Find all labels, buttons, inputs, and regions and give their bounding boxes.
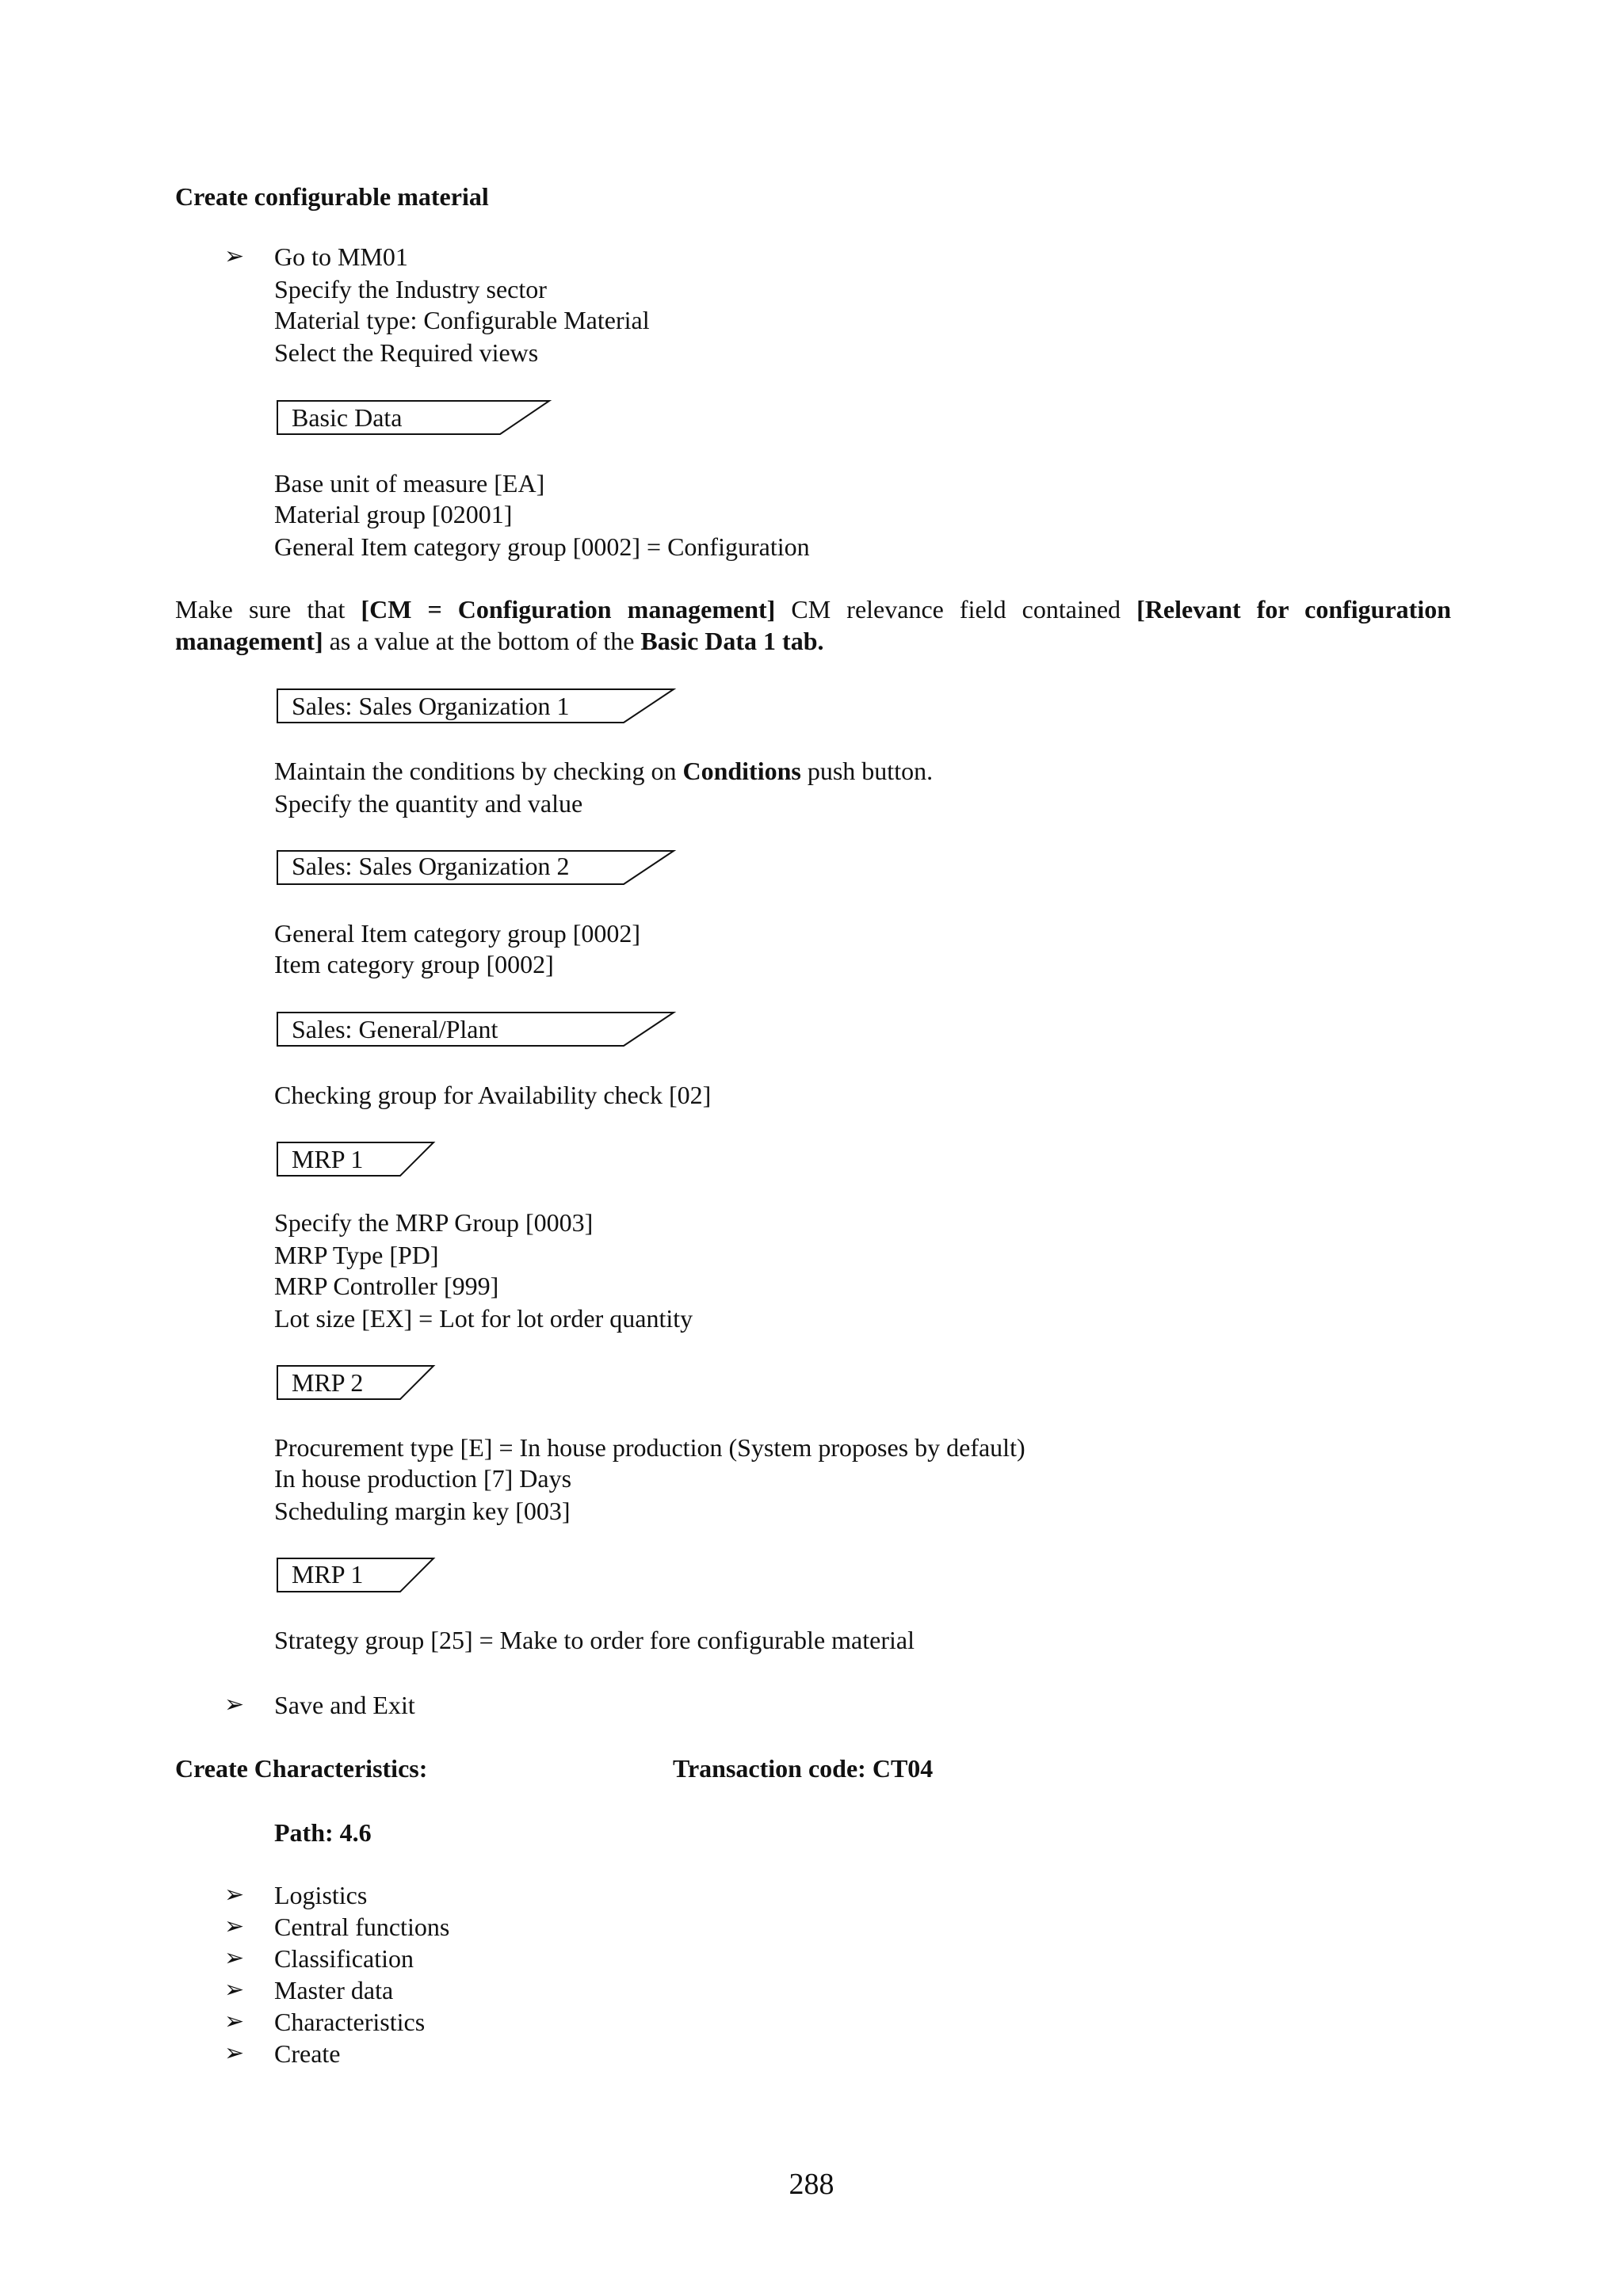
basic-data-line: Base unit of measure [EA] bbox=[274, 469, 545, 498]
cm-relevance-note: Make sure that [CM = Configuration management] CM relevance field contained [Relevant for configuration management] as a value at the bottom of the Basic Data 1 tab. bbox=[175, 595, 1452, 655]
tab-label-mrp-1: MRP 1 bbox=[292, 1145, 364, 1173]
bullet-arrow-icon: ➢ bbox=[224, 243, 245, 269]
menu-path-item: Logistics bbox=[274, 1881, 368, 1909]
page-number: 288 bbox=[789, 2168, 834, 2201]
mrp2-line: In house production [7] Days bbox=[274, 1464, 572, 1493]
step-line: Go to MM01 bbox=[274, 242, 408, 271]
basic-data-line: General Item category group [0002] = Configuration bbox=[274, 532, 810, 561]
tab-label-sales-org-1: Sales: Sales Organization 1 bbox=[292, 692, 570, 720]
mrp2-line: Scheduling margin key [003] bbox=[274, 1497, 571, 1525]
section-heading-create-characteristics: Create Characteristics: bbox=[175, 1754, 428, 1783]
tab-label-mrp-2: MRP 2 bbox=[292, 1368, 364, 1397]
step-line: Select the Required views bbox=[274, 338, 539, 367]
bullet-arrow-icon: ➢ bbox=[224, 1977, 245, 2003]
mrp1-line: Specify the MRP Group [0003] bbox=[274, 1208, 594, 1237]
bullet-arrow-icon: ➢ bbox=[224, 2040, 245, 2066]
basic-data-line: Material group [02001] bbox=[274, 500, 513, 528]
step-line: Material type: Configurable Material bbox=[274, 306, 650, 334]
mrp1-line: MRP Type [PD] bbox=[274, 1241, 439, 1269]
sales1-line: Specify the quantity and value bbox=[274, 789, 583, 818]
strategy-line: Strategy group [25] = Make to order fore configurable material bbox=[274, 1626, 915, 1654]
sales1-line: Maintain the conditions by checking on Conditions push button. bbox=[274, 757, 934, 785]
mrp1-line: MRP Controller [999] bbox=[274, 1272, 499, 1300]
sales2-line: Item category group [0002] bbox=[274, 950, 554, 978]
bullet-arrow-icon: ➢ bbox=[224, 2008, 245, 2035]
menu-path-item: Classification bbox=[274, 1944, 414, 1973]
mrp2-line: Procurement type [E] = In house production (System proposes by default) bbox=[274, 1433, 1025, 1462]
bullet-arrow-icon: ➢ bbox=[224, 1882, 245, 1908]
tab-label-sales-org-2: Sales: Sales Organization 2 bbox=[292, 852, 570, 880]
menu-path-item: Central functions bbox=[274, 1913, 450, 1941]
menu-path-item: Master data bbox=[274, 1976, 394, 2004]
mrp1-line: Lot size [EX] = Lot for lot order quantity bbox=[274, 1304, 693, 1333]
transaction-code: Transaction code: CT04 bbox=[673, 1754, 934, 1783]
tab-label-mrp-1-again: MRP 1 bbox=[292, 1560, 364, 1589]
bullet-arrow-icon: ➢ bbox=[224, 1691, 245, 1718]
section-heading-configurable-material: Create configurable material bbox=[175, 182, 489, 211]
tab-label-basic-data: Basic Data bbox=[292, 403, 403, 432]
bullet-arrow-icon: ➢ bbox=[224, 1913, 245, 1939]
sales-plant-line: Checking group for Availability check [02] bbox=[274, 1081, 712, 1109]
menu-path-item: Create bbox=[274, 2039, 341, 2068]
sales2-line: General Item category group [0002] bbox=[274, 919, 641, 948]
path-label: Path: 4.6 bbox=[274, 1818, 372, 1847]
bullet-arrow-icon: ➢ bbox=[224, 1945, 245, 1971]
step-line: Specify the Industry sector bbox=[274, 275, 547, 303]
tab-label-sales-general-plant: Sales: General/Plant bbox=[292, 1015, 498, 1043]
menu-path-item: Characteristics bbox=[274, 2008, 426, 2036]
save-exit-line: Save and Exit bbox=[274, 1691, 415, 1719]
